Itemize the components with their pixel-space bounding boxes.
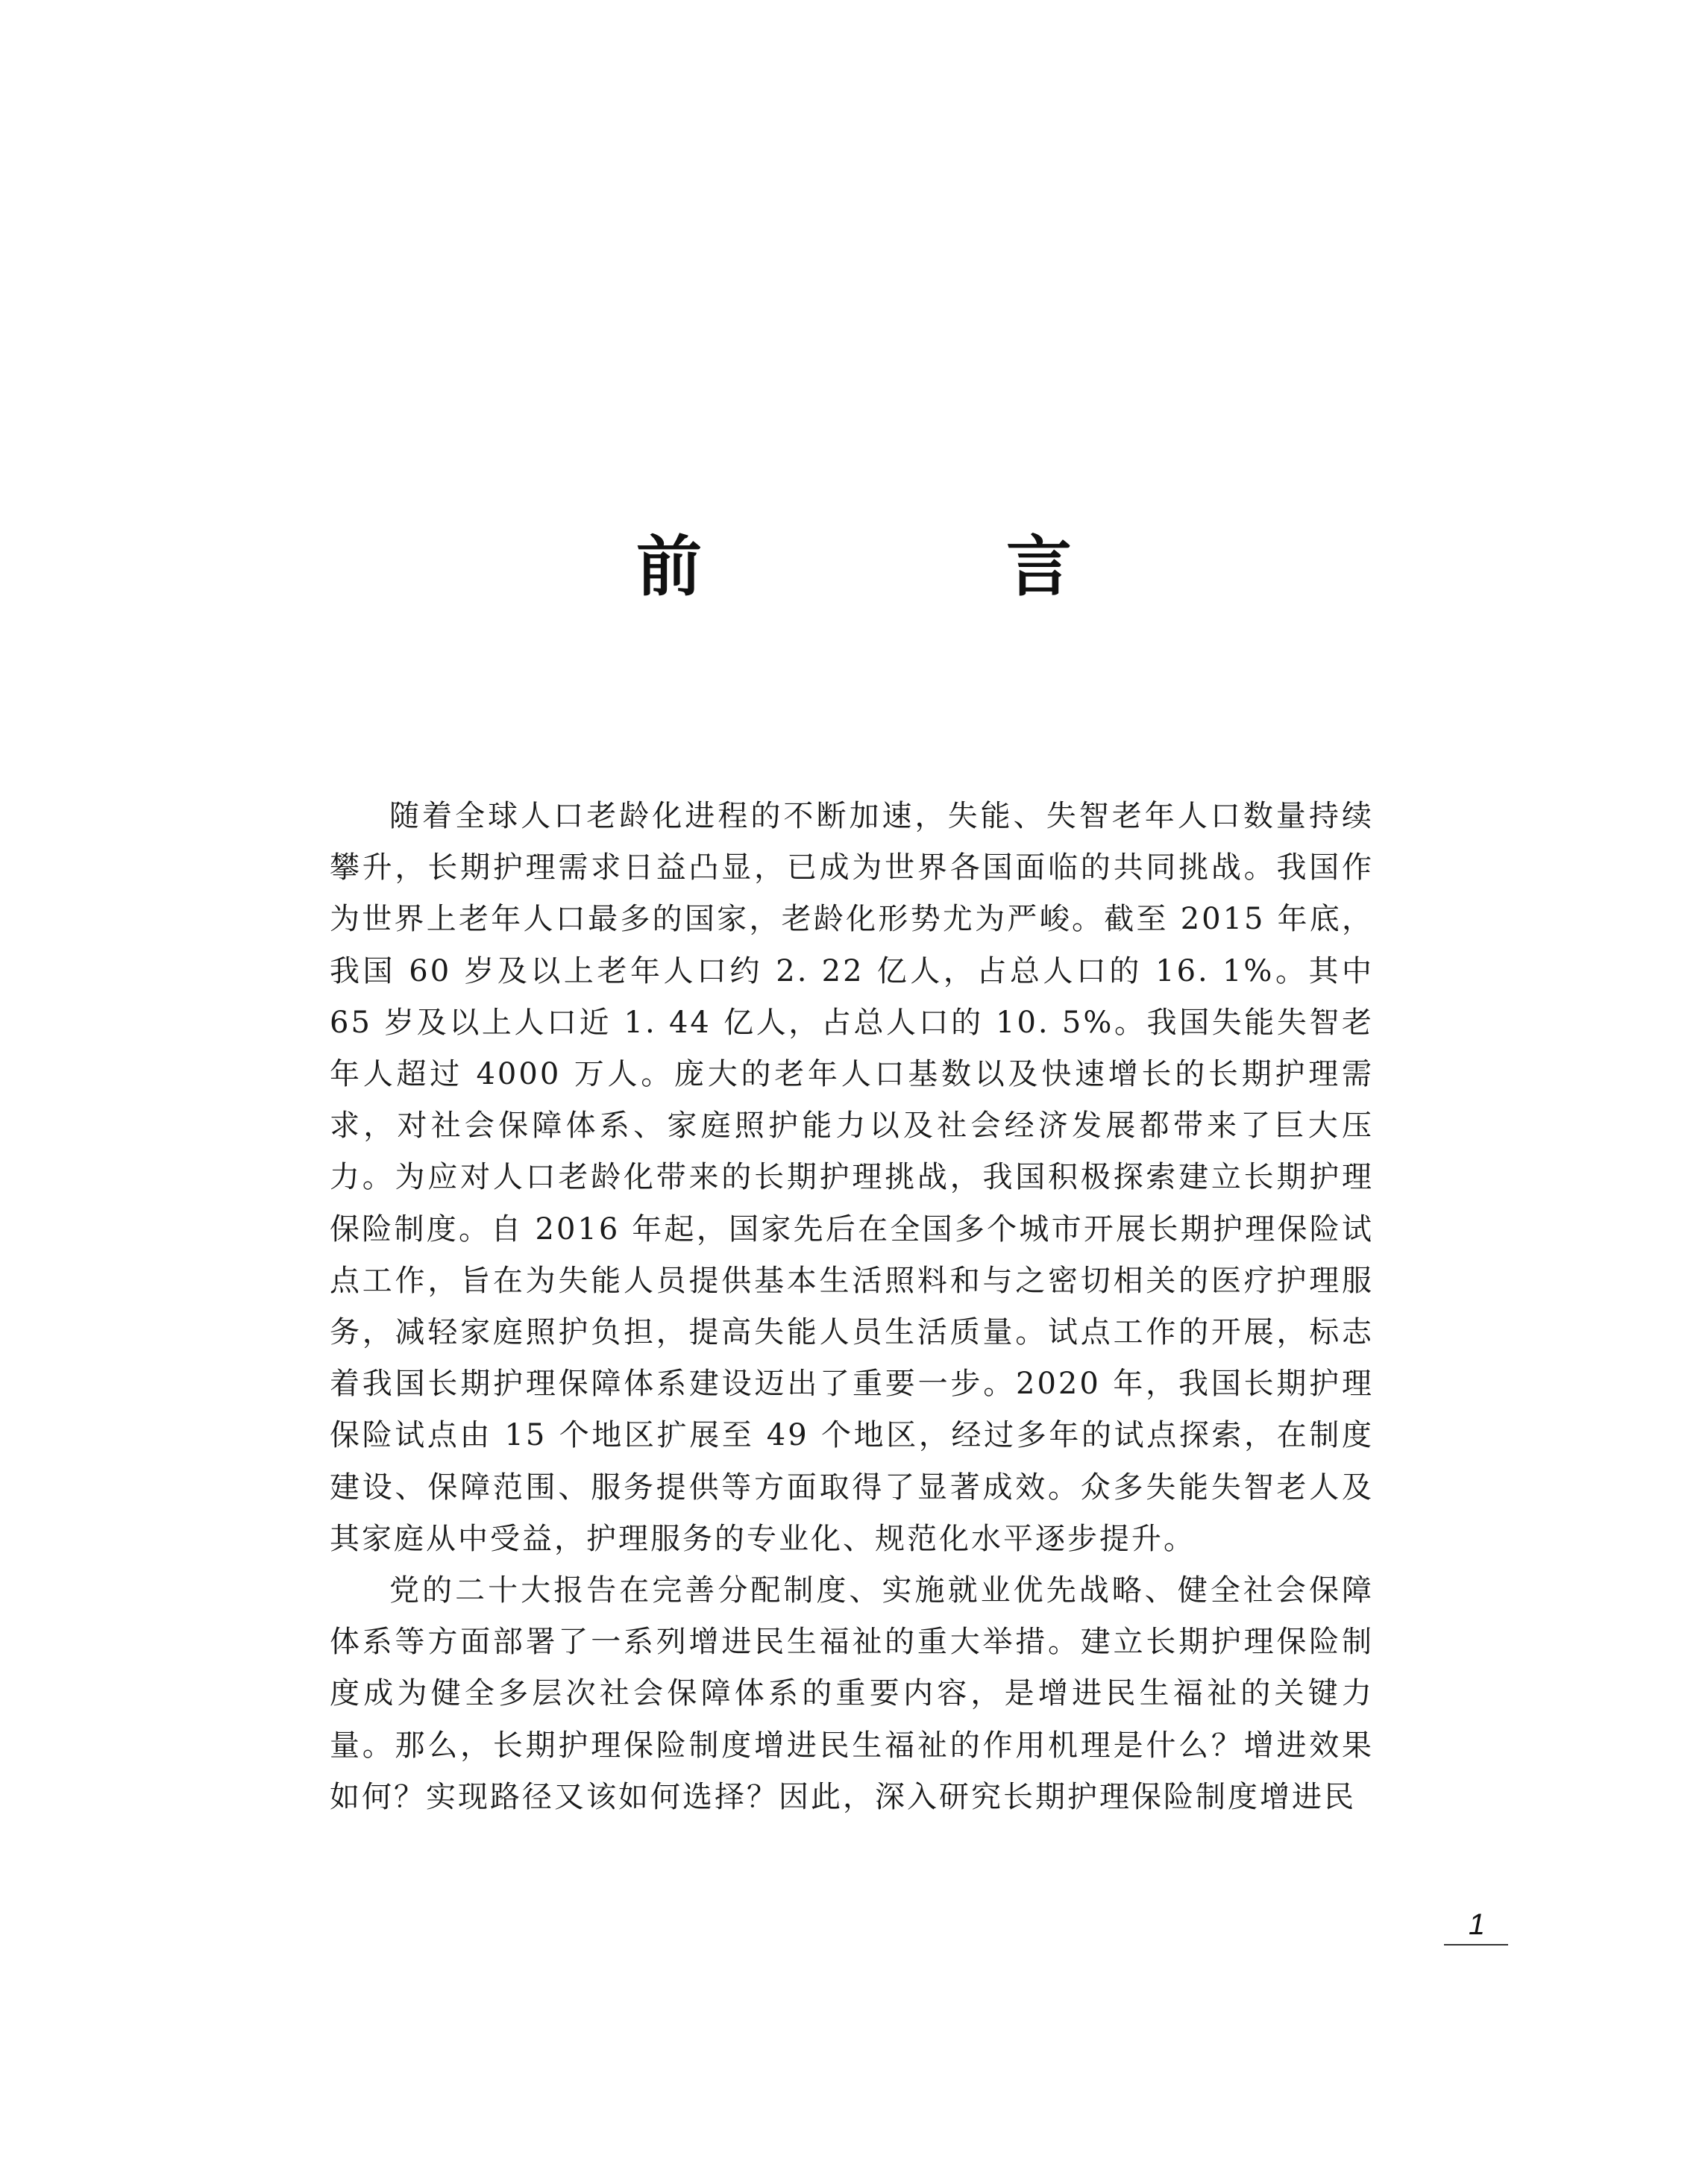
body-text <box>330 791 1374 1823</box>
paragraph-1: 随着全球人口老龄化进程的不断加速，失能、失智老年人口数量持续攀升，长期护理需求日益凸显，已成为世界各国面临的共同挑战。我国作为世界上老年人口最多的国家，老龄化形势尤为严峻。截至 2015 年底，我国 60 岁及以上老年人口约 2. 22 亿人，占总人口的 16. 1%。其中 65 岁及以上人口近 1. 44 亿人，占总人口的 10. 5%。我国失能失智老年人超过 4000 万人。庞大的老年人口基数以及快速增长的长期护理需求，对社会保障体系、家庭照护能力以及社会经济发展都带来了巨大压力。为应对人口老龄化带来的长期护理挑战，我国积极探索建立长期护理保险制度。自 2016 年起，国家先后在全国多个城市开展长期护理保险试点工作，旨在为失能人员提供基本生活照料和与之密切相关的医疗护理服务，减轻家庭照护负担，提高失能人员生活质量。试点工作的开展，标志着我国长期护理保障体系建设迈出了重要一步。2020 年，我国长期护理保险试点由 15 个地区扩展至 49 个地区，经过多年的试点探索，在制度建设、保障范围、服务提供等方面取得了显著成效。众多失能失智老人及其家庭从中受益，护理服务的专业化、规范化水平逐步提升。 <box>330 799 1374 1556</box>
paragraph-2: 党的二十大报告在完善分配制度、实施就业优先战略、健全社会保障体系等方面部署了一系列增进民生福祉的重大举措。建立长期护理保险制度成为健全多层次社会保障体系的重要内容，是增进民生福祉的关键力量。那么，长期护理保险制度增进民生福祉的作用机理是什么？增进效果如何？实现路径又该如何选择？因此，深入研究长期护理保险制度增进民 <box>330 1573 1374 1814</box>
page-number: 1 <box>1468 1908 1486 1941</box>
page-number-rule <box>1444 1944 1508 1945</box>
page-title: 前 言 <box>635 527 1191 605</box>
